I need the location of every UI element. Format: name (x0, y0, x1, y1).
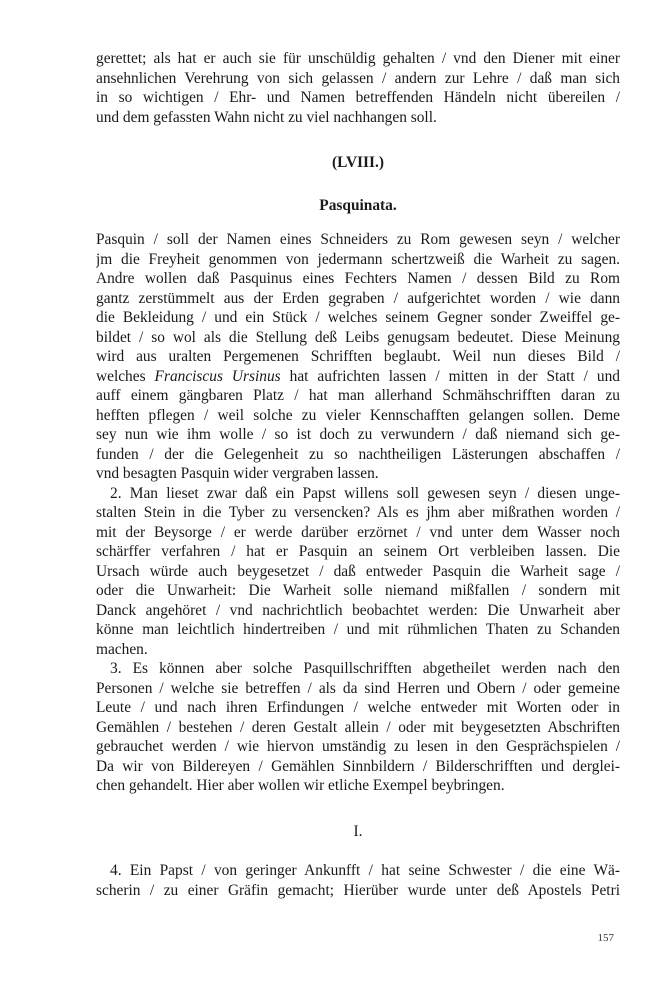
text-line: 2. Man lieset zwar daß ein Papst willens soll gewesen seyn / diesen unge- (110, 484, 620, 502)
text-line: sey nun wie ihm wolle / so ist doch zu verwundern / daß niemand sich ge- (96, 426, 620, 443)
text-line: Personen / welche sie betreffen / als da sind Herren und Obern / oder gemeine (96, 679, 620, 697)
text-line: wird aus uralten Pergemenen Schrifften beglaubt. Weil nun dieses Bild / (96, 348, 620, 365)
text-line: Gemählen / bestehen / deren Gestalt allein / oder mit beygesetzten Abschriften (96, 718, 620, 736)
paragraph-1 (96, 230, 620, 484)
text-line: chen gehandelt. Hier aber wollen wir etliche Exempel beybringen. (96, 777, 505, 794)
text-line: bildet / so wol als die Stellung deß Leibs genugsam bedeutet. Diese Meinung (96, 328, 620, 346)
text-line: Andre wollen daß Pasquinus eines Fechters Namen / dessen Bild zu Rom (96, 270, 620, 287)
text-line: scherin / zu einer Gräfin gemacht; Hierüber wurde unter deß Apostels Petri (96, 881, 620, 899)
text-line: machen. (96, 640, 148, 658)
text-line: 4. Ein Papst / von geringer Ankunfft / hat seine Schwester / die eine Wä- (110, 862, 620, 879)
text-line-with-italic (96, 367, 620, 387)
text-line: 3. Es können aber solche Pasquillschrifften abgetheilet werden nach den (110, 660, 620, 677)
text-line: hefften pflegen / weil solche zu vieler Kennschafften gelangen sollen. Deme (96, 406, 620, 424)
text-line: gebrauchet werden / wie hiervon umständig zu lesen in den Gesprächspielen / (96, 738, 620, 755)
text-line: in so wichtigen / Ehr- und Namen betreffenden Händeln nicht übereilen / (96, 89, 620, 106)
text-line: schärffer verfahren / hat er Pasquin an seinem Ort verbleiben lassen. Die (96, 543, 620, 560)
text-line: Ursach würde auch beygesetzet / daß entweder Pasquin die Warheit sage / (96, 562, 620, 580)
text-line: auff einem gängbaren Platz / hat man allerhand Schmähschrifften daran zu (96, 387, 620, 404)
text-line: jm die Freyheit genommen von jedermann schertzweiß die Warheit zu sagen. (96, 250, 620, 268)
text-line: funden / der die Gelegenheit zu so nachtheiligen Lästerungen abschaffen / (96, 445, 620, 463)
text-line: ansehnlichen Verehrung von sich gelassen / andern zur Lehre / daß man sich (96, 69, 620, 87)
text-line: stalten Stein in die Tyber zu versencken? Als es jhm aber mißrathen worden / (96, 504, 620, 521)
text-line: Da wir von Bildereyen / Gemählen Sinnbildern / Bilderschrifften und derglei- (96, 757, 620, 775)
paragraph-4 (96, 861, 620, 900)
intro-paragraph (96, 49, 620, 127)
text-line: Leute / und nach ihren Erfindungen / welche entweder mit Worten oder in (96, 699, 620, 716)
text-line: gerettet; als hat er auch sie für unschüldig gehalten / vnd den Diener mit einer (96, 50, 620, 67)
text-line: gantz zerstümmelt aus der Erden gegraben / aufgerichtet worden / wie dann (96, 289, 620, 307)
text-line: vnd besagten Pasquin wider vergraben lassen. (96, 465, 379, 482)
text-line: die Bekleidung / und ein Stück / welches seinem Gegner sonder Zweiffel ge- (96, 309, 620, 326)
text-fragment: welches (96, 367, 155, 385)
paragraph-2 (96, 484, 620, 660)
section-number: I. (353, 823, 363, 840)
text-line: und dem gefassten Wahn nicht zu viel nachhangen soll. (96, 108, 437, 126)
text-line: mit der Beysorge / er werde darüber erzörnet / vnd unter dem Wasser noch (96, 523, 620, 541)
text-line: Pasquin / soll der Namen eines Schneiders zu Rom gewesen seyn / welcher (96, 231, 620, 248)
chapter-title: Pasquinata. (319, 197, 397, 214)
text-line: Danck angehöret / vnd nachrichtlich beobachtet werden: Die Unwarheit aber (96, 601, 620, 619)
text-fragment: hat aufrichten lassen / mitten in der Statt / und (280, 367, 620, 385)
text-line: könne man leichtlich hindertreiben / und mit rühmlichen Thaten zu Schanden (96, 621, 620, 638)
chapter-number: (LVIII.) (331, 154, 385, 171)
paragraph-3 (96, 659, 620, 796)
text-line: oder die Unwarheit: Die Warheit solle niemand mißfallen / sondern mit (96, 582, 620, 599)
italic-name: Franciscus Ursinus (154, 367, 281, 385)
page-number: 157 (597, 932, 614, 944)
